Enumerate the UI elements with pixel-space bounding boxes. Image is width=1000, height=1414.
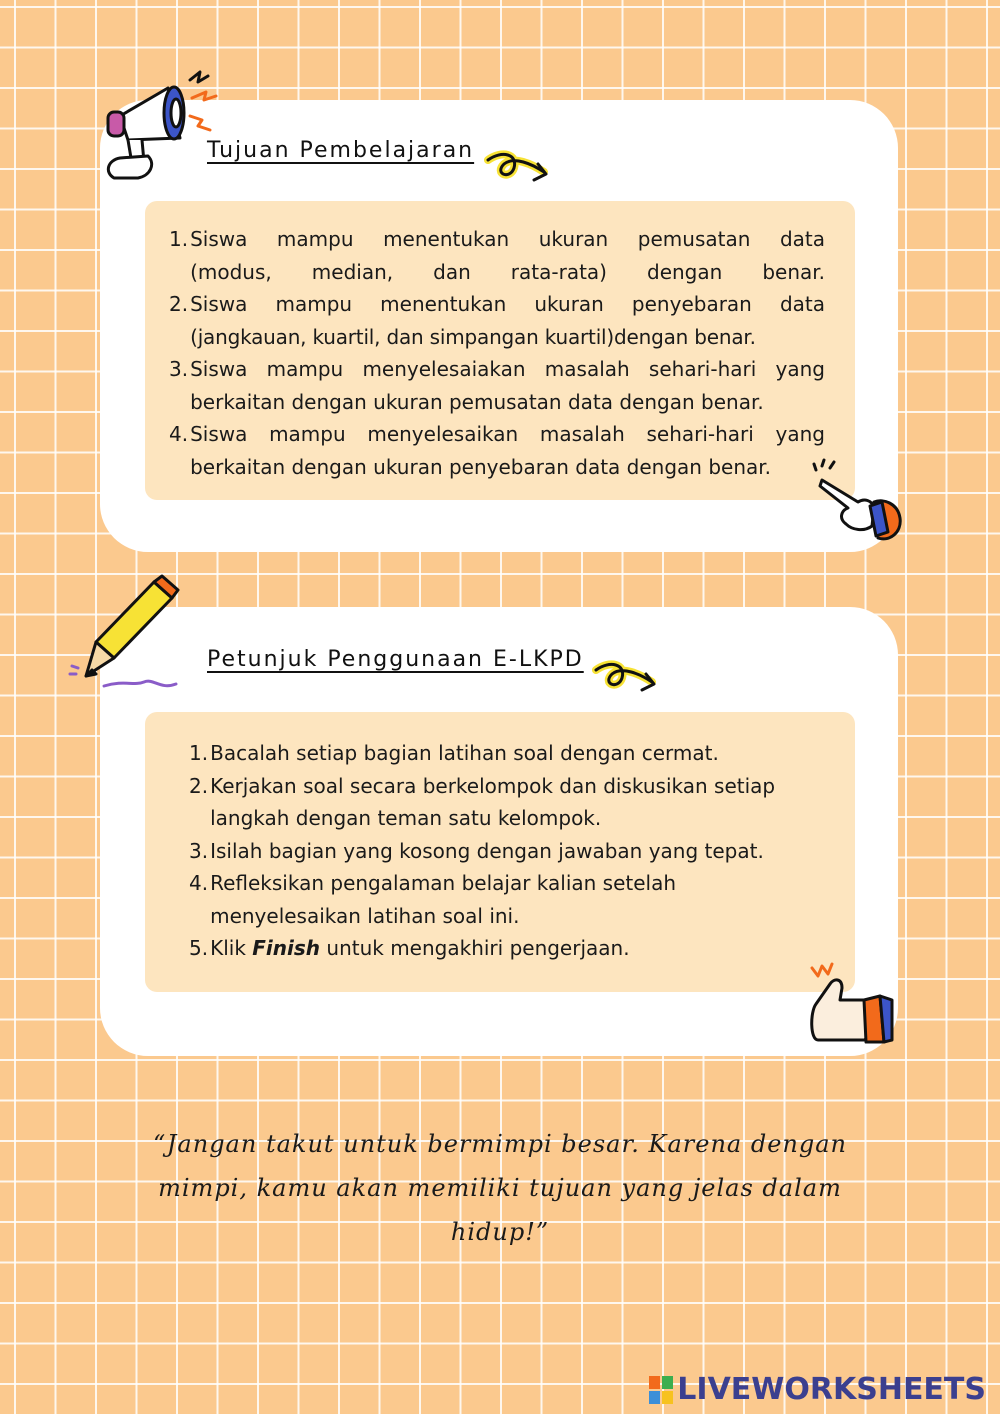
liveworksheets-logo	[649, 1372, 986, 1407]
learning-goals-list	[169, 223, 825, 483]
arrow-squiggle-icon	[592, 656, 664, 700]
instructions-card	[100, 607, 898, 1056]
instructions-title: Petunjuk Penggunaan E-LKPD	[207, 647, 584, 672]
thumbs-up-icon	[804, 956, 904, 1056]
megaphone-icon	[98, 68, 233, 188]
instructions-panel	[145, 712, 855, 992]
list-item: 3. Siswa mampu menyelesaiakan masalah sehari-hari yang berkaitan dengan ukuran pemusatan data dengan benar.	[169, 357, 825, 414]
list-item: 5. Klik Finish untuk mengakhiri pengerjaan.	[189, 936, 630, 960]
instructions-list	[189, 737, 825, 965]
brand-name: LIVEWORKSHEETS	[677, 1372, 986, 1407]
list-item: 2. Siswa mampu menentukan ukuran penyebaran data (jangkauan, kuartil, dan simpangan kuartil)dengan benar.	[169, 292, 825, 349]
list-item: 4. Siswa mampu menyelesaikan masalah sehari-hari yang berkaitan dengan ukuran penyebaran data dengan benar.	[169, 422, 825, 479]
pointing-hand-icon	[812, 458, 910, 558]
learning-goals-title: Tujuan Pembelajaran	[207, 138, 475, 163]
learning-goals-panel	[145, 201, 855, 500]
list-item: 1. Bacalah setiap bagian latihan soal dengan cermat.	[189, 741, 719, 765]
list-item: 1. Siswa mampu menentukan ukuran pemusatan data (modus, median, dan rata-rata) dengan benar.	[169, 227, 825, 284]
motivational-quote: “Jangan takut untuk bermimpi besar. Karena dengan mimpi, kamu akan memiliki tujuan yang jelas dalam hidup!”	[152, 1130, 848, 1246]
pencil-icon	[64, 574, 184, 694]
finish-keyword: Finish	[252, 936, 321, 960]
arrow-squiggle-icon	[484, 146, 556, 190]
list-item: 3. Isilah bagian yang kosong dengan jawaban yang tepat.	[189, 838, 764, 863]
list-item: 2. Kerjakan soal secara berkelompok dan diskusikan setiap langkah dengan teman satu kelompok.	[189, 773, 776, 830]
list-item: 4. Refleksikan pengalaman belajar kalian setelah menyelesaikan latihan soal ini.	[189, 871, 677, 928]
liveworksheets-logo-icon	[649, 1376, 673, 1404]
